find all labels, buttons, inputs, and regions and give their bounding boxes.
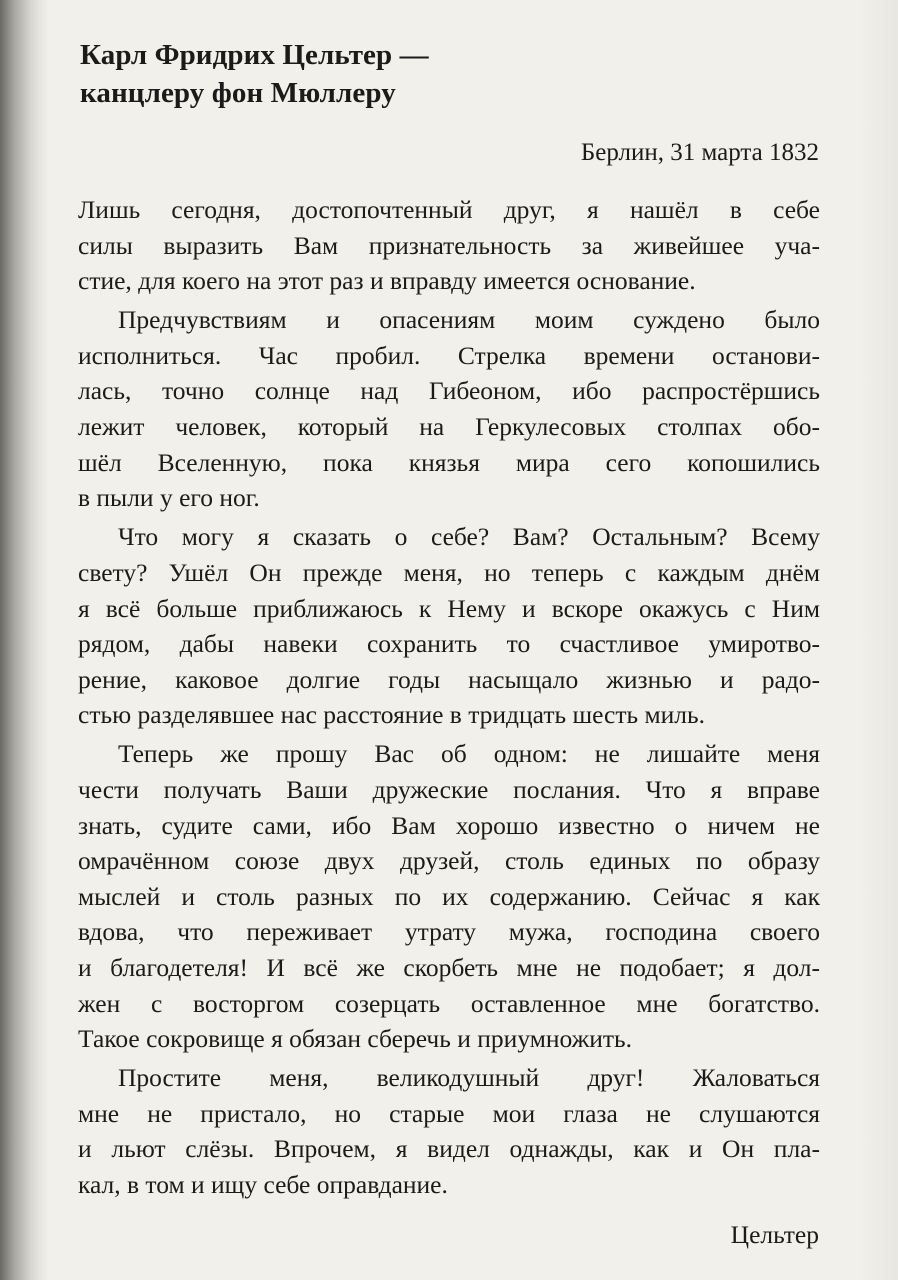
text-line: мне не пристало, но старые мои глаза не слушаются [78, 1098, 820, 1128]
text-line: шёл Вселенную, пока князья мира сего копошились [78, 447, 820, 477]
paragraph [78, 302, 820, 516]
paragraph [78, 192, 820, 299]
text-line: чести получать Ваши дружеские послания. Что я вправе [78, 775, 820, 804]
text-line: я всё больше приближаюсь к Нему и вскоре окажусь с Ним [78, 593, 820, 623]
text-line: Простите меня, великодушный друг! Жаловаться [118, 1063, 820, 1093]
text-line: кал, в том и ищу себе оправдание. [78, 1170, 448, 1200]
text-line: Теперь же прошу Вас об одном: не лишайте меня [118, 739, 820, 769]
letter-signature: Цельтер [730, 1220, 819, 1249]
text-line: и благодетеля! И всё же скорбеть мне не подобает; я дол- [78, 952, 820, 982]
text-line: омрачённом союзе двух друзей, столь единых по образу [78, 846, 820, 876]
text-line: знать, судите сами, ибо Вам хорошо известно о ничем не [78, 810, 820, 840]
letter-title [80, 36, 429, 112]
paragraph [78, 1060, 820, 1202]
text-line: Что могу я сказать о себе? Вам? Остальным? Всему [118, 522, 820, 552]
text-line: лась, точно солнце над Гибеоном, ибо распростёршись [78, 376, 820, 406]
paragraph [78, 736, 820, 1056]
text-line: жен с восторгом созерцать оставленное мне богатство. [78, 988, 820, 1018]
text-line: исполниться. Час пробил. Стрелка времени останови- [78, 340, 820, 370]
text-line: Такое сокровище я обязан сберечь и приумножить. [78, 1024, 633, 1054]
text-line: и льют слёзы. Впрочем, я видел однажды, как и Он пла- [78, 1134, 820, 1164]
page-edge-shade [858, 0, 898, 1280]
text-line: мыслей и столь разных по их содержанию. Сейчас я как [78, 881, 820, 911]
text-line: вдова, что переживает утрату мужа, господина своего [78, 917, 820, 947]
text-line: стие, для коего на этот раз и вправду имеется основание. [78, 266, 696, 296]
book-gutter-shadow [0, 0, 48, 1280]
text-line: Лишь сегодня, достопочтенный друг, я нашёл в себе [78, 195, 820, 224]
text-line: свету? Ушёл Он прежде меня, но теперь с каждым днём [78, 557, 820, 587]
text-line: рядом, дабы навеки сохранить то счастливое умиротво- [78, 629, 820, 659]
letter-dateline: Берлин, 31 марта 1832 [580, 139, 819, 166]
text-line: в пыли у его ног. [78, 483, 260, 513]
title-line: канцлеру фон Мюллеру [80, 77, 396, 109]
letter-body [78, 192, 820, 1206]
text-line: рение, каковое долгие годы насыщало жизнью и радо- [78, 664, 820, 694]
text-line: лежит человек, который на Геркулесовых столпах обо- [78, 412, 820, 442]
text-line: Предчувствиям и опасениям моим суждено было [118, 305, 820, 335]
paragraph [78, 519, 820, 733]
text-line: силы выразить Вам признательность за живейшее уча- [78, 230, 820, 260]
title-line: Карл Фридрих Цельтер — [80, 39, 429, 71]
text-line: стью разделявшее нас расстояние в тридцать шесть миль. [78, 700, 706, 730]
